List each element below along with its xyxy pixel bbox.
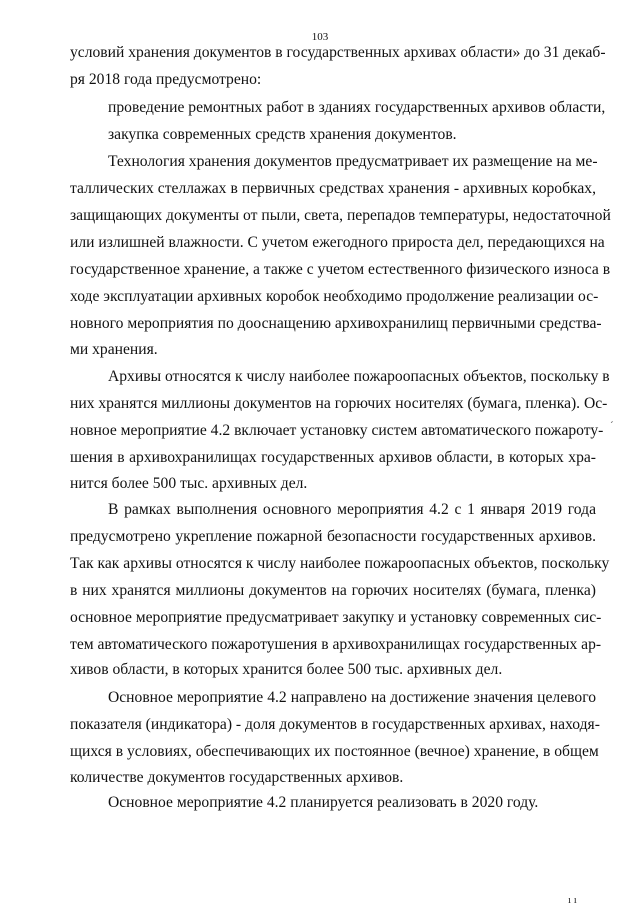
paragraph-line: Основное мероприятие 4.2 направлено на достижение значения целевого bbox=[108, 689, 596, 706]
paragraph-line: закупка современных средств хранения документов. bbox=[108, 126, 457, 143]
paragraph-line: предусмотрено укрепление пожарной безопасности государственных архивов. bbox=[70, 528, 596, 545]
paragraph-line: количестве документов государственных архивов. bbox=[70, 769, 404, 786]
paragraph-line: шения в архивохранилищах государственных архивов области, в которых хра- bbox=[70, 449, 596, 466]
paragraph-line: условий хранения документов в государственных архивах области» до 31 декаб- bbox=[70, 44, 606, 61]
paragraph-line: Технология хранения документов предусматривает их размещение на ме- bbox=[108, 153, 598, 170]
paragraph-line: Основное мероприятие 4.2 планируется реализовать в 2020 году. bbox=[108, 794, 539, 811]
paragraph-line: таллических стеллажах в первичных средствах хранения - архивных коробках, bbox=[70, 180, 596, 197]
paragraph-line: новное мероприятие 4.2 включает установку систем автоматического пожароту- bbox=[70, 422, 604, 439]
paragraph-line: В рамках выполнения основного мероприятия 4.2 с 1 января 2019 года bbox=[108, 501, 596, 518]
paragraph-line: или излишней влажности. С учетом ежегодного прироста дел, передающихся на bbox=[70, 234, 605, 251]
paragraph-line: проведение ремонтных работ в зданиях государственных архивов области, bbox=[108, 99, 606, 116]
paragraph-line: государственное хранение, а также с учетом естественного физического износа в bbox=[70, 261, 611, 278]
paragraph-line: защищающих документы от пыли, света, перепадов температуры, недостаточной bbox=[70, 207, 611, 224]
paragraph-line: Архивы относятся к числу наиболее пожароопасных объектов, поскольку в bbox=[108, 368, 610, 385]
paragraph-line: тем автоматического пожаротушения в архивохранилищах государственных ар- bbox=[70, 636, 602, 653]
paragraph-line: них хранятся миллионы документов на горючих носителях (бумага, пленка). Ос- bbox=[70, 395, 608, 412]
paragraph-line: новного мероприятия по дооснащению архивохранилищ первичными средства- bbox=[70, 315, 602, 332]
paragraph-line: щихся в условиях, обеспечивающих их постоянное (вечное) хранение, в общем bbox=[70, 743, 599, 760]
page-number: 103 bbox=[311, 31, 329, 43]
paragraph-line: нится более 500 тыс. архивных дел. bbox=[70, 475, 308, 492]
paragraph-line: ми хранения. bbox=[70, 341, 158, 358]
paragraph-line: Так как архивы относятся к числу наиболее пожароопасных объектов, поскольку bbox=[70, 555, 610, 572]
paragraph-line: показателя (индикатора) - доля документов в государственных архивах, находя- bbox=[70, 716, 600, 733]
paragraph-line: ря 2018 года предусмотрено: bbox=[70, 71, 262, 88]
paragraph-line: хивов области, в которых хранится более 500 тыс. архивных дел. bbox=[70, 661, 503, 678]
scan-mark: ı ı bbox=[568, 894, 577, 906]
scan-mark: ´ bbox=[610, 420, 614, 432]
paragraph-line: ходе эксплуатации архивных коробок необходимо продолжение реализации ос- bbox=[70, 288, 599, 305]
paragraph-line: в них хранятся миллионы документов на горючих носителях (бумага, пленка) bbox=[70, 582, 596, 599]
paragraph-line: основное мероприятие предусматривает закупку и установку современных сис- bbox=[70, 609, 602, 626]
